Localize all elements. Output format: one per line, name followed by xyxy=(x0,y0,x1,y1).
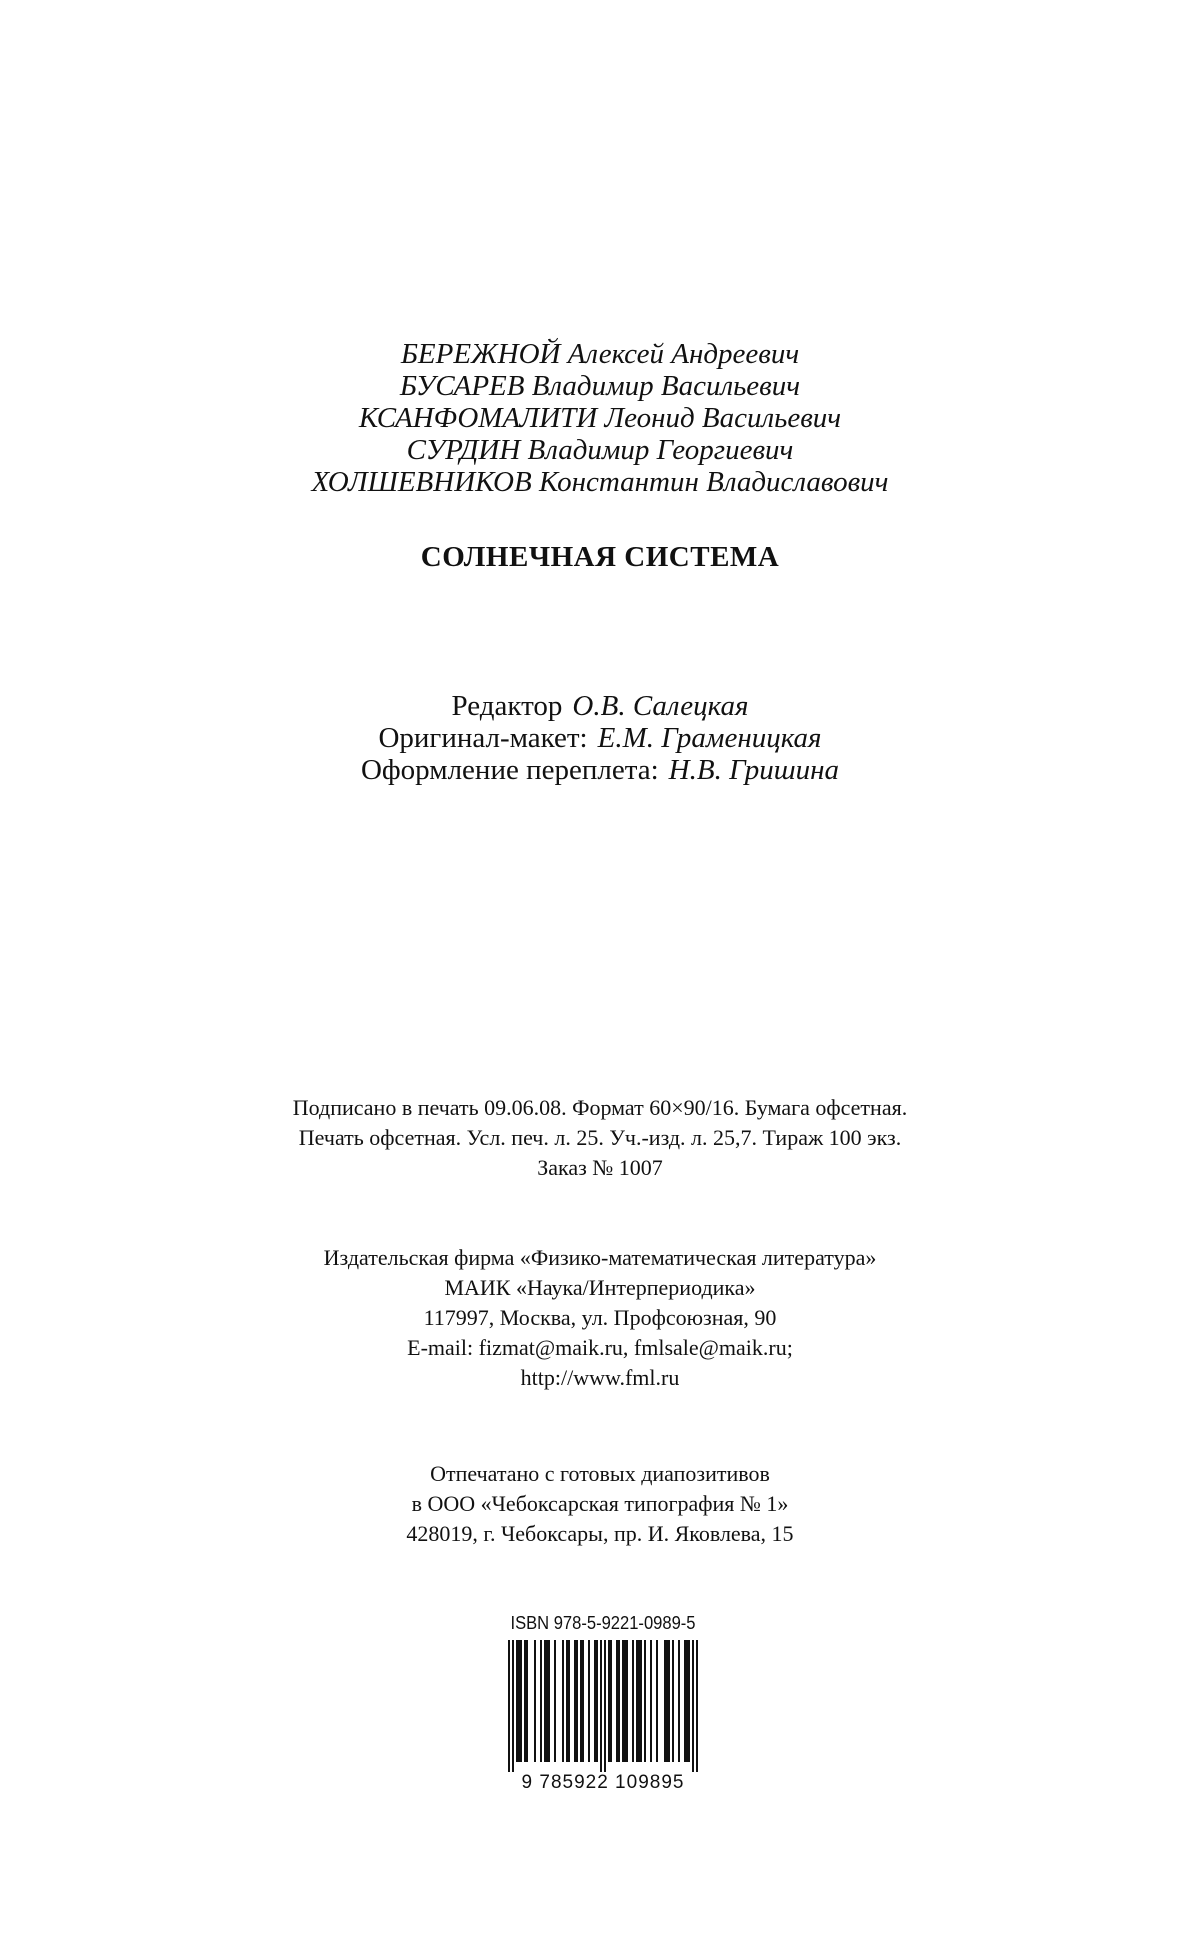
barcode-bar xyxy=(616,1640,618,1762)
barcode-bar xyxy=(686,1640,688,1762)
barcode-bar xyxy=(518,1640,520,1762)
author-line xyxy=(0,338,1200,370)
barcode-bar xyxy=(672,1640,674,1762)
barcode-bar xyxy=(622,1640,624,1762)
barcode-bar xyxy=(582,1640,584,1762)
author-given-name: Константин Владиславович xyxy=(538,466,889,498)
barcode-bar xyxy=(516,1640,518,1762)
barcode-bar xyxy=(636,1640,638,1762)
print-details-line: Подписано в печать 09.06.08. Формат 60×90/16. Бумага офсетная. xyxy=(292,1095,908,1120)
barcode-bar xyxy=(554,1640,556,1762)
authors-list xyxy=(0,338,1200,498)
barcode-bar xyxy=(534,1640,536,1762)
publisher-info xyxy=(0,1243,1200,1393)
credit-line xyxy=(0,690,1200,722)
author-line xyxy=(0,370,1200,402)
barcode-bar xyxy=(576,1640,578,1762)
author-surname: СУРДИН xyxy=(406,434,521,466)
printer-info xyxy=(0,1459,1200,1549)
author-given-name: Владимир Васильевич xyxy=(531,370,801,402)
barcode-bar xyxy=(696,1640,698,1772)
barcode-bar xyxy=(544,1640,546,1762)
barcode-bar xyxy=(666,1640,668,1762)
barcode-bar xyxy=(562,1640,564,1762)
barcode-bar xyxy=(548,1640,550,1762)
barcode-bar xyxy=(596,1640,598,1762)
barcode-bar xyxy=(624,1640,626,1762)
author-surname: ХОЛШЕВНИКОВ xyxy=(311,466,532,498)
author-surname: БЕРЕЖНОЙ xyxy=(400,338,561,370)
author-given-name: Леонид Васильевич xyxy=(604,402,842,434)
barcode-bar xyxy=(526,1640,528,1762)
barcode-bar xyxy=(656,1640,658,1762)
print-details-line: Печать офсетная. Усл. печ. л. 25. Уч.-изд. л. 25,7. Тираж 100 экз. xyxy=(298,1125,902,1150)
barcode-bar xyxy=(638,1640,640,1762)
publisher-email: E-mail: fizmat@maik.ru, fmlsale@maik.ru; xyxy=(407,1335,793,1360)
isbn-label: ISBN 978-5-9221-0989-5 xyxy=(510,1613,696,1633)
isbn-block xyxy=(488,1613,718,1794)
barcode-bar xyxy=(520,1640,522,1762)
barcode-bar xyxy=(600,1640,602,1772)
barcode-bar xyxy=(566,1640,568,1762)
credit-person: Е.М. Граменицкая xyxy=(597,722,822,754)
barcode-bar xyxy=(650,1640,652,1762)
credits-list xyxy=(0,690,1200,786)
barcode-bar xyxy=(632,1640,634,1762)
barcode-bar xyxy=(574,1640,576,1762)
barcode-bar xyxy=(626,1640,628,1762)
publisher-line: Издательская фирма «Физико-математическая литература» xyxy=(323,1245,877,1270)
barcode-bar xyxy=(684,1640,686,1762)
author-given-name: Алексей Андреевич xyxy=(567,338,800,370)
barcode-bar xyxy=(610,1640,612,1762)
publisher-url: http://www.fml.ru xyxy=(520,1365,680,1390)
print-details-line: Заказ № 1007 xyxy=(537,1155,663,1180)
author-surname: БУСАРЕВ xyxy=(399,370,525,402)
publisher-line: 117997, Москва, ул. Профсоюзная, 90 xyxy=(423,1305,777,1330)
author-line xyxy=(0,402,1200,434)
barcode-bar xyxy=(594,1640,596,1762)
publisher-line: МАИК «Наука/Интерпериодика» xyxy=(444,1275,756,1300)
printer-line: Отпечатано с готовых диапозитивов xyxy=(430,1461,770,1486)
credit-line xyxy=(0,722,1200,754)
barcode-bar xyxy=(644,1640,646,1762)
barcode-bar xyxy=(508,1640,510,1772)
barcode-bar xyxy=(588,1640,590,1762)
credit-line xyxy=(0,754,1200,786)
barcode-bar xyxy=(640,1640,642,1762)
barcode-bar xyxy=(618,1640,620,1762)
credit-role: Оригинал-макет: xyxy=(378,722,588,754)
credit-role: Оформление переплета: xyxy=(360,754,659,786)
barcode-bar xyxy=(668,1640,670,1762)
barcode-image xyxy=(488,1636,718,1776)
barcode-bar xyxy=(664,1640,666,1762)
credit-role: Редактор xyxy=(451,690,563,722)
print-details xyxy=(0,1093,1200,1183)
author-line xyxy=(0,466,1200,498)
barcode-bar xyxy=(540,1640,542,1762)
author-surname: КСАНФОМАЛИТИ xyxy=(358,402,598,434)
barcode-bar xyxy=(608,1640,610,1762)
credit-person: О.В. Салецкая xyxy=(572,690,749,722)
barcode-bar xyxy=(580,1640,582,1762)
printer-line: в ООО «Чебоксарская типография № 1» xyxy=(411,1491,789,1516)
book-title: СОЛНЕЧНАЯ СИСТЕМА xyxy=(420,541,780,573)
barcode-bar xyxy=(568,1640,570,1762)
barcode-bar xyxy=(692,1640,694,1772)
printer-line: 428019, г. Чебоксары, пр. И. Яковлева, 15 xyxy=(406,1521,794,1546)
barcode-bar xyxy=(688,1640,690,1762)
barcode-digits: 9 785922 109895 xyxy=(521,1772,685,1793)
barcode-bar xyxy=(546,1640,548,1762)
barcode-bar xyxy=(524,1640,526,1762)
barcode-bar xyxy=(604,1640,606,1772)
author-line xyxy=(0,434,1200,466)
credit-person: Н.В. Гришина xyxy=(668,754,840,786)
barcode-bar xyxy=(512,1640,514,1772)
author-given-name: Владимир Георгиевич xyxy=(527,434,794,466)
barcode-bar xyxy=(678,1640,680,1762)
